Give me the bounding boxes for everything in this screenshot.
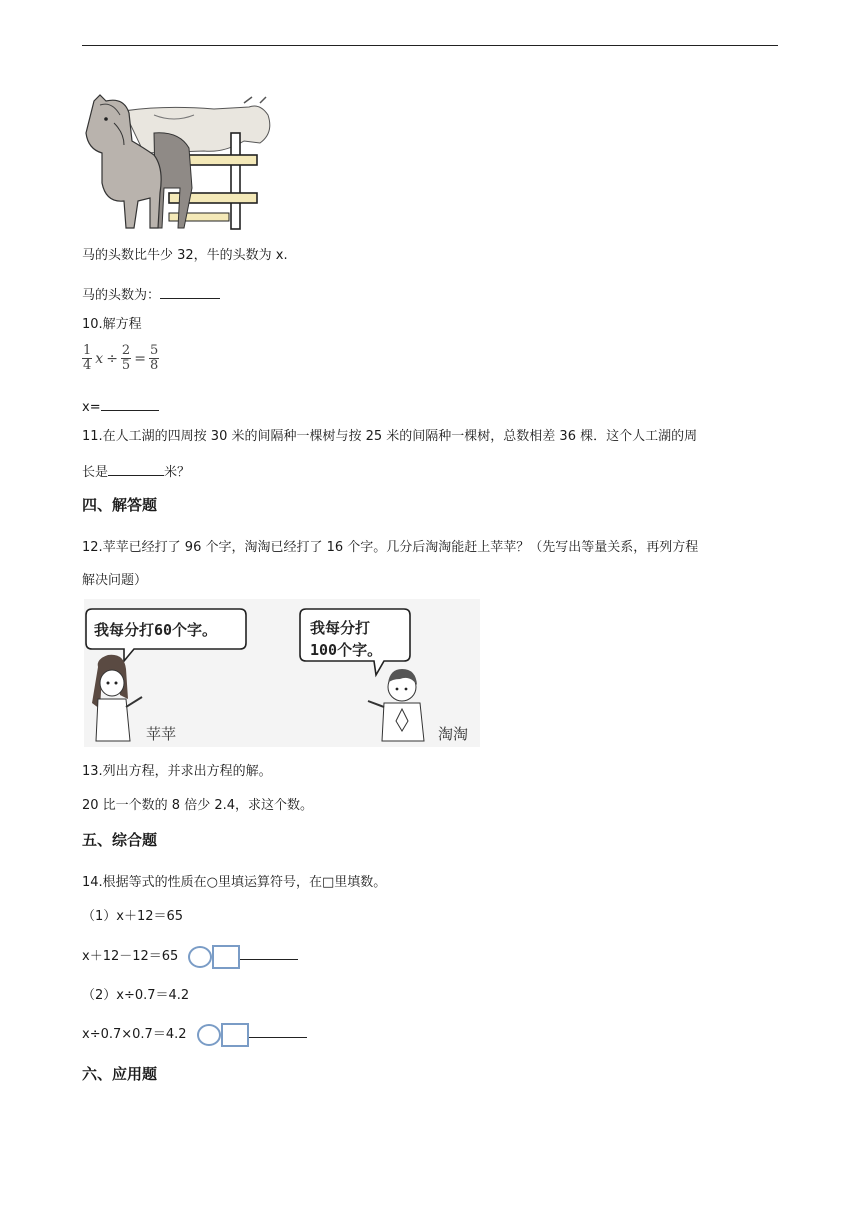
q11-line2 <box>82 461 190 483</box>
q9-prompt-line <box>82 284 220 306</box>
q9-statement: 马的头数比牛少 32，牛的头数为 x. <box>82 248 288 263</box>
operator-circle-input[interactable] <box>197 1024 221 1046</box>
q14-part2-blank[interactable] <box>249 1023 307 1038</box>
number-square-input[interactable] <box>221 1023 249 1047</box>
q11-line2-post: 米？ <box>164 465 191 480</box>
q14-part1-fill-shapes <box>188 945 240 969</box>
equation-equals: = <box>134 350 146 367</box>
equation-operator: ÷ <box>106 350 118 367</box>
fraction-b: $\frac{2}{5}$ <box>121 343 131 373</box>
section-4-heading: 四、解答题 <box>82 496 158 514</box>
girl-name-label: 苹苹 <box>146 725 177 743</box>
header-rule <box>82 45 778 46</box>
q10-answer-line <box>82 396 159 418</box>
q14-part1-blank[interactable] <box>240 945 298 960</box>
right-bubble-text-2: 100个字。 <box>310 641 383 659</box>
q14-part1-equation: x＋12－12＝65 <box>82 949 179 964</box>
q10-equation <box>82 344 159 373</box>
equation-variable: x <box>95 350 104 367</box>
number-square-input[interactable] <box>212 945 240 969</box>
q13-text: 20 比一个数的 8 倍少 2.4，求这个数。 <box>82 798 314 813</box>
horse-cow-fence-image <box>84 93 276 231</box>
q9-prompt: 马的头数为： <box>82 288 161 303</box>
left-bubble-text: 我每分打60个字。 <box>94 621 218 639</box>
q14-part2-fill-shapes <box>197 1023 249 1047</box>
q14-part2-equation: x÷0.7×0.7＝4.2 <box>82 1027 187 1042</box>
q14-part2-label: （2）x÷0.7＝4.2 <box>82 988 190 1003</box>
fraction-a: $\frac{1}{4}$ <box>83 343 92 373</box>
q14-title: 14.根据等式的性质在○里填运算符号，在□里填数。 <box>82 875 387 890</box>
q13-title: 13.列出方程，并求出方程的解。 <box>82 764 272 779</box>
q9-answer-blank[interactable] <box>160 284 220 299</box>
right-bubble-text-1: 我每分打 <box>310 619 371 637</box>
q12-line2: 解决问题） <box>82 573 148 588</box>
q14-part1-row <box>82 944 298 970</box>
q10-title: 10.解方程 <box>82 317 142 332</box>
section-6-heading: 六、应用题 <box>82 1065 158 1083</box>
q12-line1: 12.苹苹已经打了 96 个字，淘淘已经打了 16 个字。几分后淘淘能赶上苹苹？（先写出等量关系，再列方程 <box>82 540 699 555</box>
q10-answer-blank[interactable] <box>101 396 159 411</box>
operator-circle-input[interactable] <box>188 946 212 968</box>
boy-name-label: 淘淘 <box>438 725 469 743</box>
q14-part2-row <box>82 1022 307 1048</box>
section-5-heading: 五、综合题 <box>82 831 158 849</box>
q11-line1: 11.在人工湖的四周按 30 米的间隔种一棵树与按 25 米的间隔种一棵树，总数相差 36 棵．这个人工湖的周 <box>82 429 698 444</box>
fraction-c: $\frac{5}{8}$ <box>149 343 159 373</box>
q10-answer-label: x= <box>82 400 101 415</box>
q14-part1-label: （1）x＋12＝65 <box>82 909 184 924</box>
q11-line2-pre: 长是 <box>82 465 109 480</box>
q11-answer-blank[interactable] <box>108 461 164 476</box>
typing-illustration <box>84 599 480 747</box>
